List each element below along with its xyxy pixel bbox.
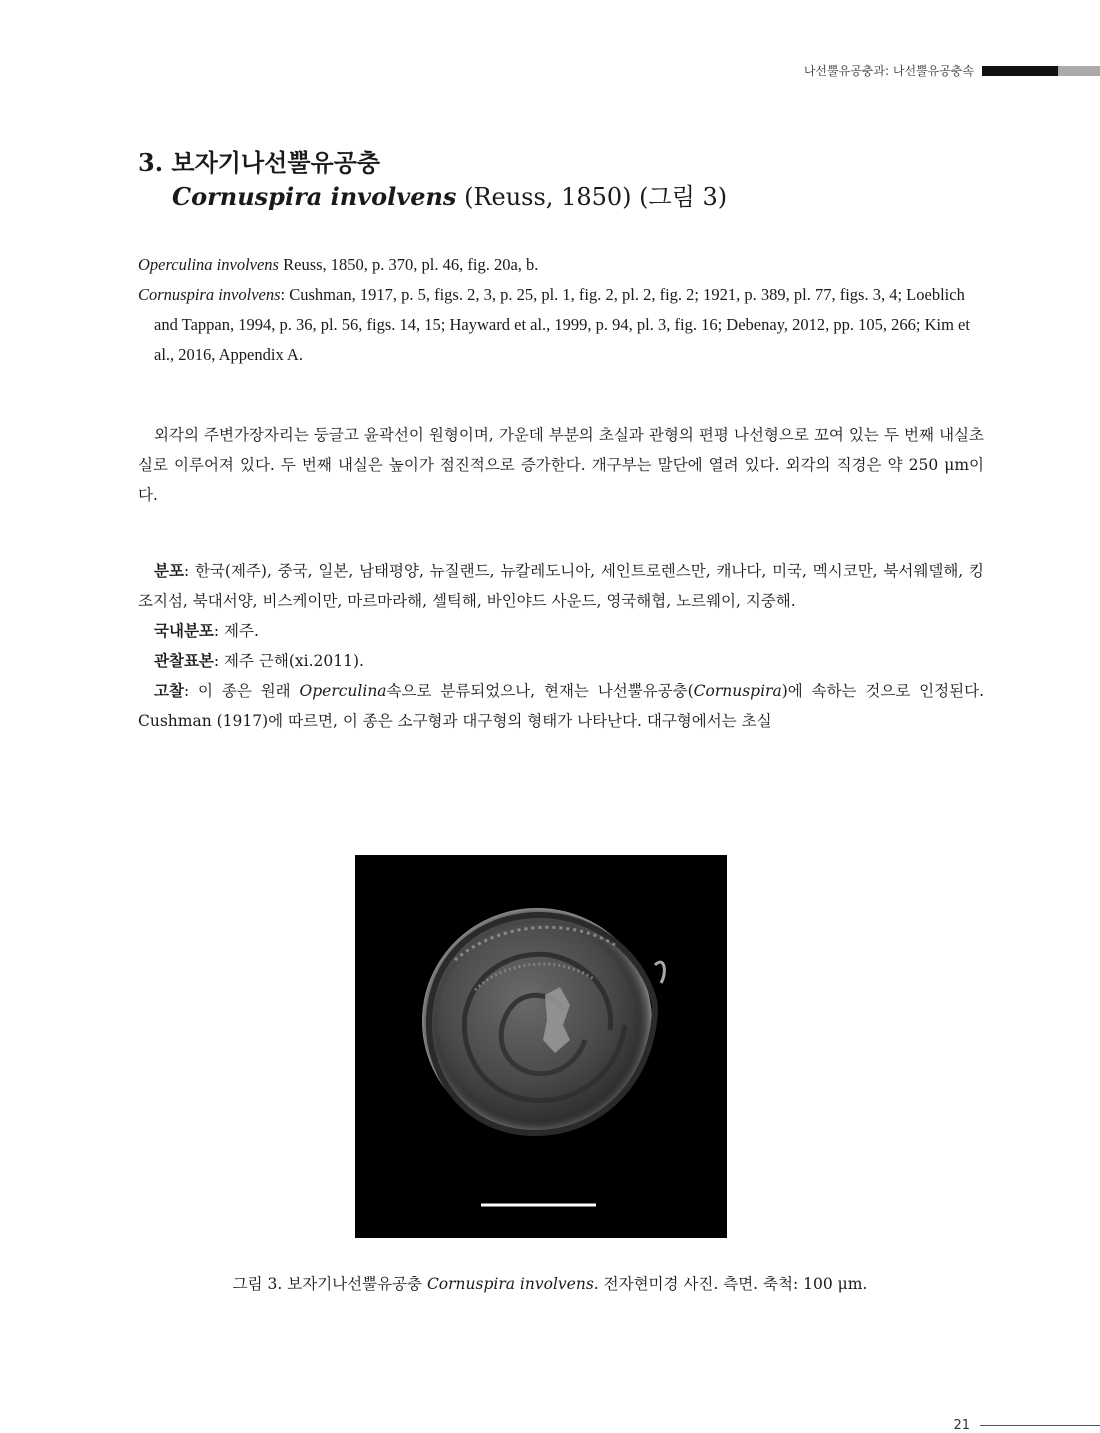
species-heading (138, 146, 727, 214)
synonym-reference: Reuss, 1850, p. 370, pl. 46, fig. 20a, b. (278, 255, 539, 274)
domestic-paragraph (138, 616, 984, 646)
page-footer (953, 1418, 1100, 1433)
running-head (804, 62, 1100, 79)
specimen-label: 관찰표본 (154, 651, 214, 670)
species-number-title: 3. 보자기나선뿔유공충 (138, 148, 381, 177)
description-block (138, 420, 984, 510)
synonymy-entry (138, 250, 984, 280)
running-head-bar-grey (1058, 66, 1100, 76)
sem-specimen-image (355, 855, 727, 1238)
specimen-paragraph (138, 646, 984, 676)
remarks-text: )에 속하는 것으로 인정된다. Cushman (1917)에 따르면, 이 종은 소구형과 대구형의 형태가 나타난다. 대구형에서는 초실 (138, 682, 985, 730)
caption-species: Cornuspira involvens (426, 1275, 594, 1293)
running-head-bar-dark (982, 66, 1058, 76)
remarks-genus: Cornuspira (693, 682, 782, 700)
distribution-text: : 한국(제주), 중국, 일본, 남태평양, 뉴질랜드, 뉴칼레도니아, 세인트로렌스만, 캐나다, 미국, 멕시코만, 북서웨델해, 킹조지섬, 북대서양, 비스케이만, 마르마라해, 셀틱해, 바인야드 사운드, 영국해협, 노르웨이, 지중해. (138, 562, 984, 610)
description-paragraph: 외각의 주변가장자리는 둥글고 윤곽선이 원형이며, 가운데 부분의 초실과 관형의 편평 나선형으로 꼬여 있는 두 번째 내실초실로 이루어져 있다. 두 번째 내실은 높이가 점진적으로 증가한다. 개구부는 말단에 열려 있다. 외각의 직경은 약 250 μm이다. (138, 426, 984, 504)
distribution-label: 분포 (154, 561, 184, 580)
figure-caption (0, 1270, 1100, 1298)
species-figure-ref: (그림 3) (639, 183, 728, 211)
remarks-paragraph (138, 676, 984, 736)
remarks-text: 속으로 분류되었으나, 현재는 나선뿔유공충( (386, 682, 694, 700)
species-name-line (138, 180, 727, 214)
specimen-text: : 제주 근해(xi.2011). (213, 652, 364, 670)
species-author-year: (Reuss, 1850) (464, 183, 632, 211)
distribution-paragraph (138, 556, 984, 616)
synonymy-entry (138, 280, 984, 370)
caption-text: 그림 3. 보자기나선뿔유공충 (232, 1275, 427, 1293)
page-number: 21 (953, 1418, 970, 1433)
remarks-text: : 이 종은 원래 (183, 682, 300, 700)
running-head-text: 나선뿔유공충과: 나선뿔유공충속 (803, 64, 974, 78)
footer-rule (980, 1425, 1100, 1426)
caption-text: . 전자현미경 사진. 측면. 축척: 100 μm. (593, 1275, 868, 1293)
sem-figure (355, 855, 727, 1238)
synonym-name: Cornuspira involvens (138, 285, 281, 304)
synonym-name: Operculina involvens (138, 255, 279, 274)
remarks-genus: Operculina (299, 682, 387, 700)
species-binomial: Cornuspira involvens (172, 182, 457, 211)
domestic-text: : 제주. (213, 622, 259, 640)
synonym-reference: : Cushman, 1917, p. 5, figs. 2, 3, p. 25, pl. 1, fig. 2, pl. 2, fig. 2; 1921, p. 389, pl. 77, figs. 3, 4; Loeblich and Tappan, 1994, p. 36, pl. 56, figs. 14, 15; Hayward et al., 1999, p. 94, pl. 3, fig. 16; Debenay, 2012, pp. 105, 266; Kim et al., 2016, Appendix A. (154, 285, 970, 364)
remarks-label: 고찰 (154, 681, 184, 700)
notes-block (138, 556, 984, 736)
synonymy-list (138, 250, 984, 370)
domestic-label: 국내분포 (154, 621, 214, 640)
